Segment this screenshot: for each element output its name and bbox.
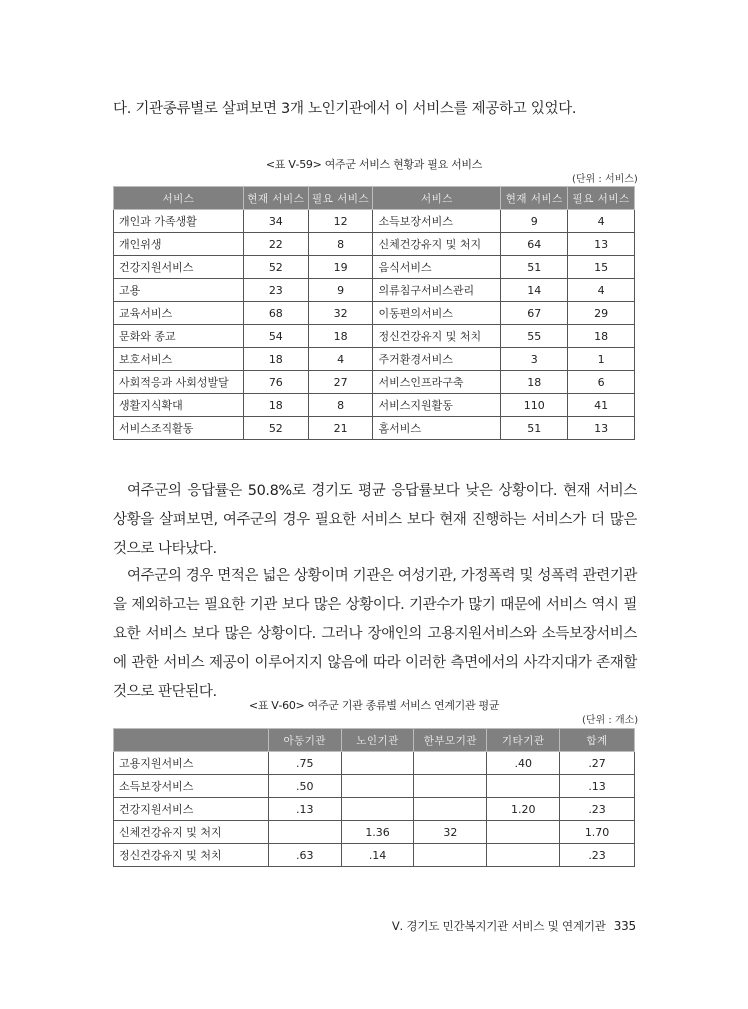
table-cell (414, 798, 487, 821)
table-cell: .27 (560, 752, 635, 775)
table-row (114, 394, 635, 417)
table-cell: 개인위생 (114, 233, 244, 256)
table-row (114, 210, 635, 233)
table-cell (414, 752, 487, 775)
table-cell: 신체건강유지 및 처지 (373, 233, 501, 256)
table-cell: 소득보장서비스 (373, 210, 501, 233)
table-cell: 15 (568, 256, 635, 279)
table-cell: 32 (308, 302, 373, 325)
table-cell: 12 (308, 210, 373, 233)
table-row (114, 325, 635, 348)
table-cell: 소득보장서비스 (114, 775, 269, 798)
table-cell: 34 (243, 210, 308, 233)
table-cell: 9 (501, 210, 568, 233)
table-cell: 정신건강유지 및 처치 (114, 844, 269, 867)
page-number: 335 (613, 919, 636, 933)
table-header-row (114, 187, 635, 210)
column-header (114, 729, 269, 752)
table-row (114, 233, 635, 256)
table-cell: 음식서비스 (373, 256, 501, 279)
table-cell: .23 (560, 844, 635, 867)
table60-unit: (단위 : 개소) (582, 715, 639, 726)
table-cell: 4 (308, 348, 373, 371)
table-row (114, 371, 635, 394)
table-cell: 13 (568, 233, 635, 256)
table-cell (487, 844, 560, 867)
column-header: 필요 서비스 (308, 187, 373, 210)
table-cell: 건강지원서비스 (114, 256, 244, 279)
table-cell: .63 (268, 844, 341, 867)
table-cell: 4 (568, 210, 635, 233)
table-cell: 18 (501, 371, 568, 394)
table-cell: 54 (243, 325, 308, 348)
table-row (114, 752, 635, 775)
table-cell: 9 (308, 279, 373, 302)
table-cell: .40 (487, 752, 560, 775)
table-cell: 18 (568, 325, 635, 348)
table-cell: 개인과 가족생활 (114, 210, 244, 233)
table-cell: 서비스인프라구축 (373, 371, 501, 394)
paragraph-response-rate: 여주군의 응답률은 50.8%로 경기도 평균 응답률보다 낮은 상황이다. 현재 서비스 상황을 살펴보면, 여주군의 경우 필요한 서비스 보다 현재 진행하는 서비스가 더 많은 것으로 나타났다. (113, 483, 637, 557)
table-cell: 이동편의서비스 (373, 302, 501, 325)
table-cell: 신체건강유지 및 처지 (114, 821, 269, 844)
table-cell: 1.20 (487, 798, 560, 821)
table-cell: 51 (501, 417, 568, 440)
table-cell: 8 (308, 233, 373, 256)
column-header: 노인기관 (341, 729, 414, 752)
table-cell: 32 (414, 821, 487, 844)
table-cell: 1 (568, 348, 635, 371)
table-cell: 18 (243, 394, 308, 417)
table-cell: 고용지원서비스 (114, 752, 269, 775)
table-cell: 52 (243, 417, 308, 440)
table-cell: 19 (308, 256, 373, 279)
table-cell (414, 775, 487, 798)
footer-section-title: Ⅴ. 경기도 민간복지기관 서비스 및 연계기관 (391, 919, 606, 933)
table-cell: 76 (243, 371, 308, 394)
service-status-table (113, 186, 635, 440)
table-row (114, 798, 635, 821)
table-row (114, 844, 635, 867)
table-row (114, 775, 635, 798)
table-cell: 18 (243, 348, 308, 371)
table-header-row (114, 729, 635, 752)
table-cell (341, 775, 414, 798)
table-cell: 23 (243, 279, 308, 302)
table-cell: 주거환경서비스 (373, 348, 501, 371)
table-cell: 고용 (114, 279, 244, 302)
table-cell: 보호서비스 (114, 348, 244, 371)
table-cell: 정신건강유지 및 처치 (373, 325, 501, 348)
table-cell (341, 798, 414, 821)
column-header: 기타기관 (487, 729, 560, 752)
table-cell: 교육서비스 (114, 302, 244, 325)
table-cell: 67 (501, 302, 568, 325)
table-row (114, 348, 635, 371)
linkage-average-table (113, 728, 635, 867)
table-cell: .75 (268, 752, 341, 775)
table-cell: 홈서비스 (373, 417, 501, 440)
table-cell (341, 752, 414, 775)
table-cell: 110 (501, 394, 568, 417)
table-cell: 1.36 (341, 821, 414, 844)
table-cell: 21 (308, 417, 373, 440)
column-header: 서비스 (373, 187, 501, 210)
table-cell (487, 775, 560, 798)
table-row (114, 302, 635, 325)
table-cell: 문화와 종교 (114, 325, 244, 348)
table-cell: 8 (308, 394, 373, 417)
table-cell: 14 (501, 279, 568, 302)
table-cell: 55 (501, 325, 568, 348)
table-row (114, 821, 635, 844)
table-cell: .13 (560, 775, 635, 798)
column-header: 합계 (560, 729, 635, 752)
table-cell: 68 (243, 302, 308, 325)
table-cell (414, 844, 487, 867)
column-header: 서비스 (114, 187, 244, 210)
column-header: 한부모기관 (414, 729, 487, 752)
table-cell: 서비스지원활동 (373, 394, 501, 417)
column-header: 필요 서비스 (568, 187, 635, 210)
table-cell: .14 (341, 844, 414, 867)
table-cell: 1.70 (560, 821, 635, 844)
table60-caption: <표 Ⅴ-60> 여주군 기관 종류별 서비스 연계기관 평균 (248, 699, 500, 712)
table-row (114, 279, 635, 302)
column-header: 아동기관 (268, 729, 341, 752)
table-cell: 3 (501, 348, 568, 371)
table-row (114, 256, 635, 279)
table-cell: 41 (568, 394, 635, 417)
table-cell (487, 821, 560, 844)
table-cell: .23 (560, 798, 635, 821)
table-cell: .50 (268, 775, 341, 798)
table-cell: 6 (568, 371, 635, 394)
table-cell: 51 (501, 256, 568, 279)
column-header: 현재 서비스 (243, 187, 308, 210)
table59-unit: (단위 : 서비스) (572, 174, 638, 185)
table-cell: 서비스조직활동 (114, 417, 244, 440)
table-cell: 건강지원서비스 (114, 798, 269, 821)
table-cell: 18 (308, 325, 373, 348)
column-header: 현재 서비스 (501, 187, 568, 210)
table-cell: .13 (268, 798, 341, 821)
page-footer (392, 918, 636, 934)
table-cell: 27 (308, 371, 373, 394)
table-cell: 4 (568, 279, 635, 302)
table-cell: 생활지식확대 (114, 394, 244, 417)
table-cell: 13 (568, 417, 635, 440)
table-cell: 52 (243, 256, 308, 279)
table-row (114, 417, 635, 440)
table59-caption: <표 Ⅴ-59> 여주군 서비스 현황과 필요 서비스 (265, 158, 483, 171)
table-cell: 29 (568, 302, 635, 325)
paragraph-area-analysis: 여주군의 경우 면적은 넓은 상황이며 기관은 여성기관, 가정폭력 및 성폭력 관련기관을 제외하고는 필요한 기관 보다 많은 상황이다. 기관수가 많기 때문에 서비스 역시 필요한 서비스 보다 많은 상황이다. 그러나 장애인의 고용지원서비스와 소득보장서비스에 관한 서비스 제공이 이루어지지 않음에 따라 이러한 측면에서의 사각지대가 존재할 것으로 판단된다. (113, 568, 637, 700)
table-cell: 64 (501, 233, 568, 256)
table-cell (268, 821, 341, 844)
table-cell: 사회적응과 사회성발달 (114, 371, 244, 394)
table-cell: 의류침구서비스관리 (373, 279, 501, 302)
table-cell: 22 (243, 233, 308, 256)
intro-text: 다. 기관종류별로 살펴보면 3개 노인기관에서 이 서비스를 제공하고 있었다. (113, 101, 577, 117)
